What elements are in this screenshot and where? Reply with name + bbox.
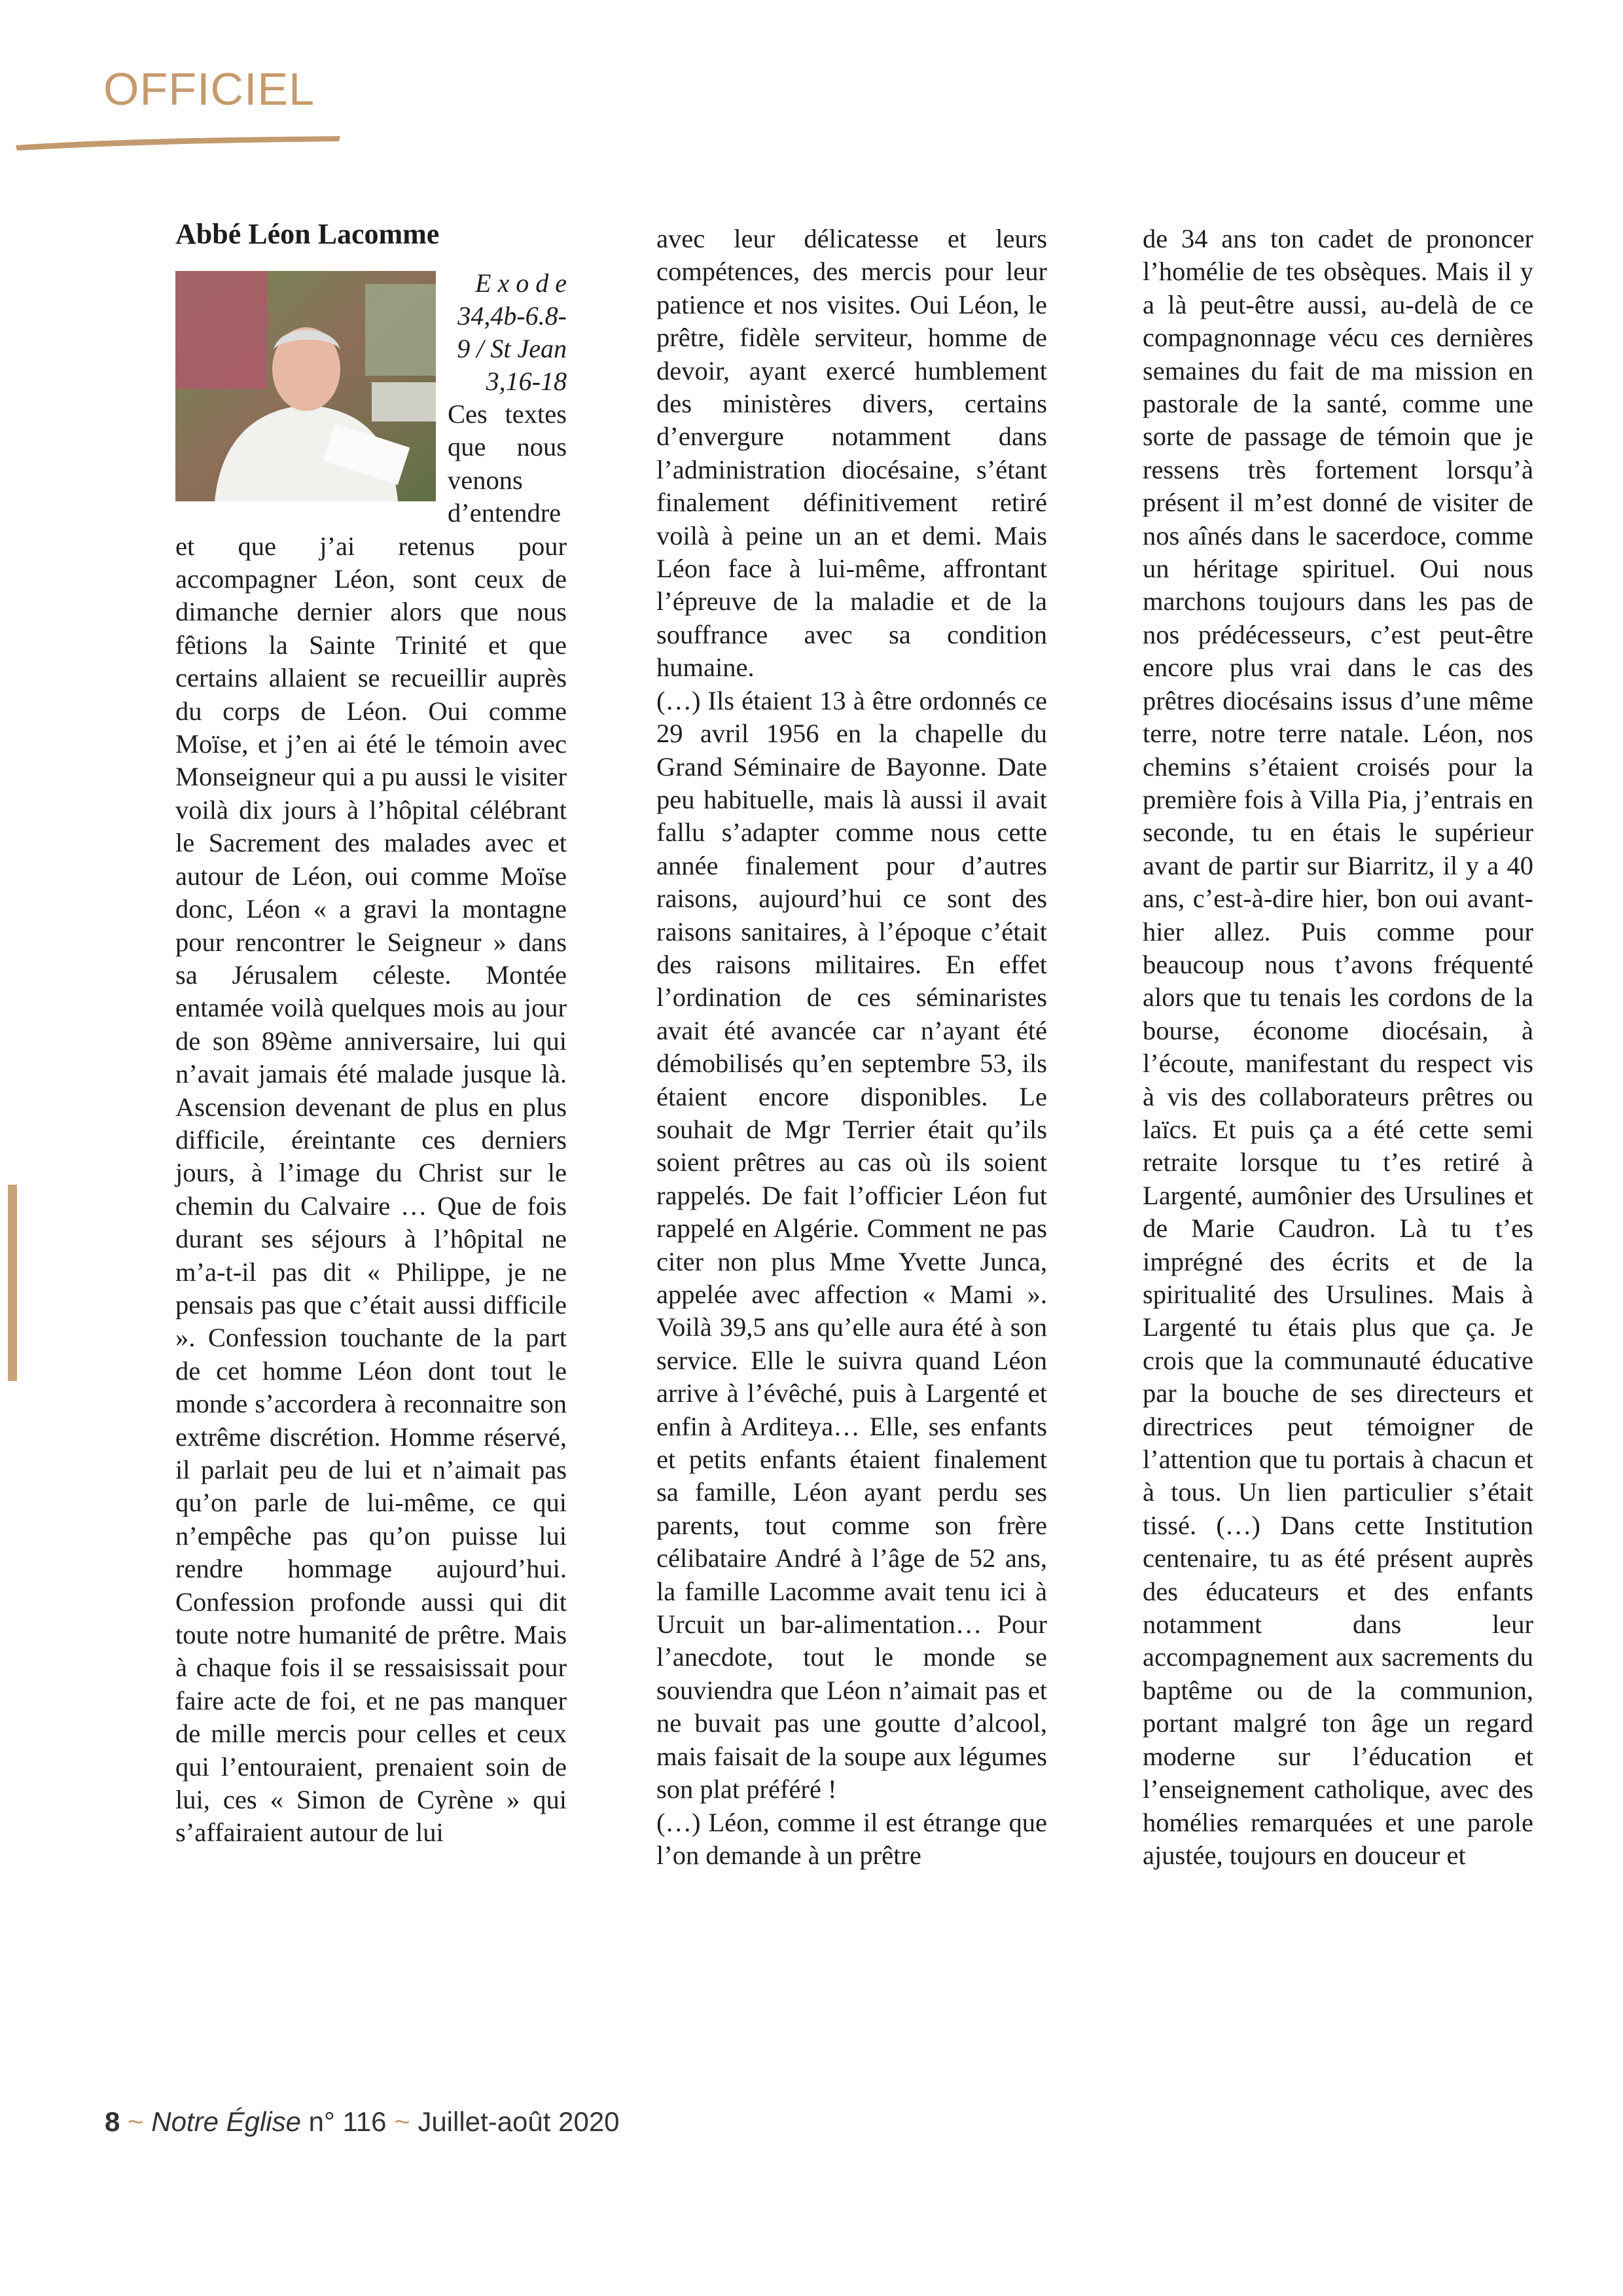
issue-date: Juillet-août 2020 [418, 2106, 620, 2137]
section-label: OFFICIEL [103, 63, 315, 115]
article-column-1 [175, 216, 567, 1850]
brush-stroke-divider [14, 128, 342, 154]
article-column-2 [656, 223, 1047, 1872]
article-text-col2-p3: (…) Léon, comme il est étrange que l’on demande à un prêtre [656, 1807, 1047, 1870]
footer-separator-2: ~ [394, 2106, 410, 2137]
issue-number: n° 116 [308, 2106, 387, 2137]
magazine-name: Notre Église [151, 2106, 301, 2137]
article-title: Abbé Léon Lacomme [175, 218, 440, 250]
footer-separator: ~ [128, 2106, 144, 2137]
article-text-col1: Ces textes que nous venons d’entendre et que j’ai retenus pour accompagner Léon, sont ceux de dimanche dernier alors que nous fêtions la Sainte Trinité et que certains allaient se recueillir auprès du corps de Léon. Oui comme Moïse, et j’en ai été le témoin avec Monseigneur qui a pu aussi le visiter voilà dix jours à l’hôpital célébrant le Sacrement des malades avec et autour de Léon, oui comme Moïse donc, Léon « a gravi la montagne pour rencontrer le Seigneur » dans sa Jérusalem céleste. Montée entamée voilà quelques mois au jour de son 89ème anniversaire, lui qui n’avait jamais été malade jusque là. Ascension devenant de plus en plus difficile, éreintante ces derniers jours, à l’image du Christ sur le chemin du Calvaire … Que de fois durant ses séjours à l’hôpital ne m’a-t-il pas dit « Philippe, je ne pensais pas que c’était aussi difficile ». Confession touchante de la part de cet homme Léon dont tout le monde s’accordera à reconnaitre son extrême discrétion. Homme réservé, il parlait peu de lui et n’aimait pas qu’on parle de lui-même, ce qui n’empêche pas qu’on puisse lui rendre hommage aujourd’hui. Confession profonde aussi qui dit toute notre humanité de prêtre. Mais à chaque fois il se ressaisissait pour faire acte de foi, et ne pas manquer de mille mercis pour celles et ceux qui l’entouraient, prenaient soin de lui, ces « Simon de Cyrène » qui s’affairaient autour de lui [175, 399, 567, 1848]
page-footer [105, 2106, 620, 2138]
scripture-references: E x o d e 34,4b-6.8-9 / St Jean 3,16-18 [457, 268, 567, 396]
side-accent-bar [8, 1185, 17, 1381]
priest-photo-icon [175, 271, 436, 501]
article-text-col2-p2: (…) Ils étaient 13 à être ordonnés ce 29 avril 1956 en la chapelle du Grand Séminaire de Bayonne. Date peu habituelle, mais là aussi il avait fallu s’adapter comme nous cette année finalement pour d’autres raisons, aujourd’hui ce sont des raisons sanitaires, à l’époque c’était des raisons militaires. En effet l’ordination de ces séminaristes avait été avancée car n’ayant été démobilisés qu’en septembre 53, ils étaient encore disponibles. Le souhait de Mgr Terrier était qu’ils soient prêtres au cas où ils soient rappelés. De fait l’officier Léon fut rappelé en Algérie. Comment ne pas citer non plus Mme Yvette Junca, appelée avec affection « Mami ». Voilà 39,5 ans qu’elle aura été à son service. Elle le suivra quand Léon arrive à l’évêché, puis à Largenté et enfin à Arditeya… Elle, ses enfants et petits enfants étaient finalement sa famille, Léon ayant perdu ses parents, tout comme son frère célibataire André à l’âge de 52 ans, la famille Lacomme avait tenu ici à Urcuit un bar-alimentation… Pour l’anecdote, tout le monde se souviendra que Léon n’aimait pas et ne buvait pas une goutte d’alcool, mais faisait de la soupe aux légumes son plat préféré ! [656, 685, 1047, 1804]
article-text-col3: de 34 ans ton cadet de prononcer l’homélie de tes obsèques. Mais il y a là peut-être aussi, au-delà de ce compagnonnage vécu ces dernières semaines du fait de ma mission en pastorale de la santé, comme une sorte de passage de témoin que je ressens très fortement lorsqu’à présent il m’est donné de visiter de nos aînés dans le sacerdoce, comme un héritage spirituel. Oui nous marchons toujours dans les pas de nos prédécesseurs, c’est peut-être encore plus vrai dans le cas des prêtres diocésains issus d’une même terre, notre terre natale. Léon, nos chemins s’étaient croisés pour la première fois à Villa Pia, j’entrais en seconde, tu en étais le supérieur avant de partir sur Biarritz, il y a 40 ans, c’est-à-dire hier, bon oui avant-hier allez. Puis comme pour beaucoup nous t’avons fréquenté alors que tu tenais les cordons de la bourse, économe diocésain, à l’écoute, manifestant du respect vis à vis des collaborateurs prêtres ou laïcs. Et puis ça a été cette semi retraite lorsque tu t’es retiré à Largenté, aumônier des Ursulines et de Marie Caudron. Là tu t’es imprégné des écrits et de la spiritualité des Ursulines. Mais à Largenté tu étais plus que ça. Je crois que la communauté éducative par la bouche de ses directeurs et directrices peut témoigner de l’attention que tu portais à chacun et à tous. Un lien particulier s’était tissé. (…) Dans cette Institution centenaire, tu as été présent auprès des éducateurs et des enfants notamment dans leur accompagnement aux sacrements du baptême ou de la communion, portant malgré ton âge un regard moderne sur l’éducation et l’enseignement catholique, avec des homélies remarquées et une parole ajustée, toujours en douceur et [1143, 224, 1533, 1870]
page-number: 8 [105, 2106, 120, 2137]
article-text-col2-p1: avec leur délicatesse et leurs compétences, des mercis pour leur patience et nos visites. Oui Léon, le prêtre, fidèle serviteur, homme de devoir, ayant exercé humblement des ministères divers, certains d’envergure notamment dans l’administration diocésaine, s’étant finalement définitivement retiré voilà à peine un an et demi. Mais Léon face à lui-même, affrontant l’épreuve de la maladie et de la souffrance avec sa condition humaine. [656, 224, 1047, 683]
article-column-3 [1143, 223, 1533, 1872]
